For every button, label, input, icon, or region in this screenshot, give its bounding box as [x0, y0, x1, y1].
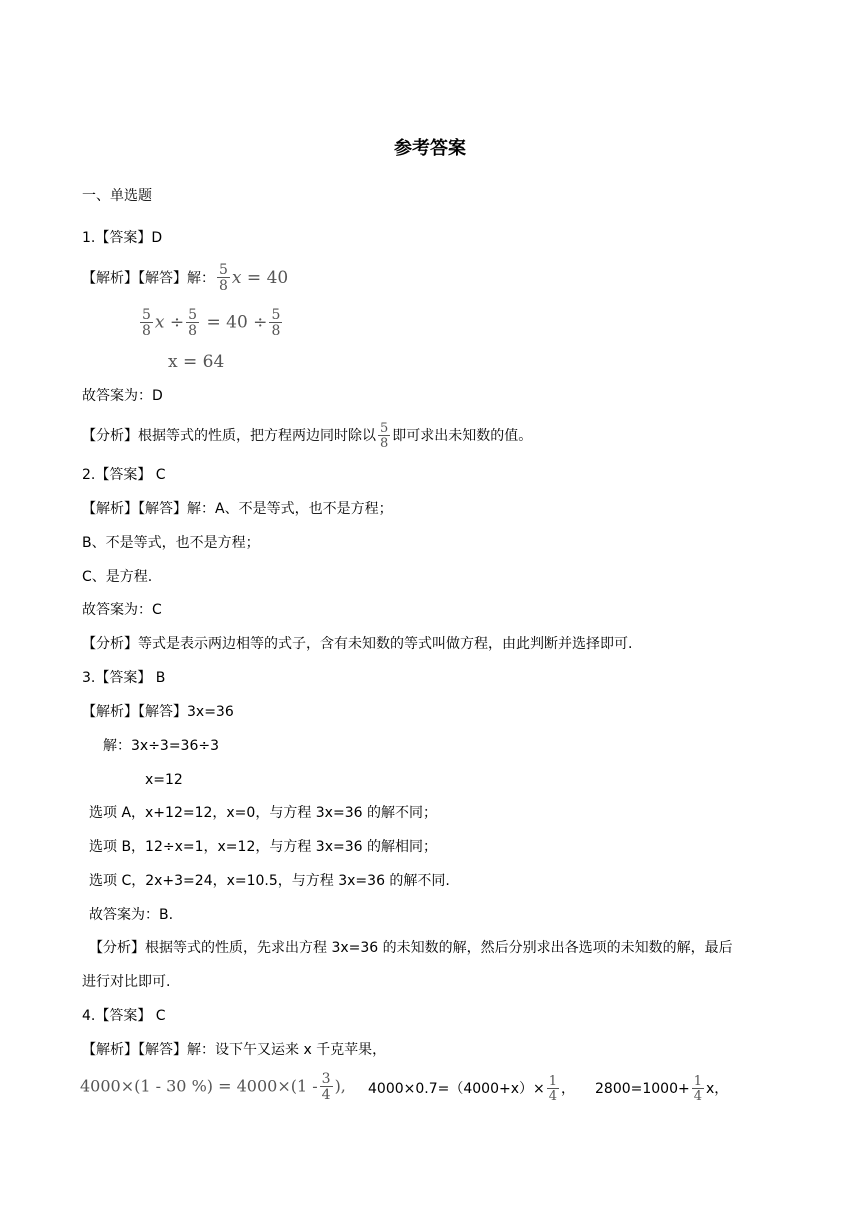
q2-line3: C、是方程.	[82, 569, 153, 585]
q2-note: 【分析】等式是表示两边相等的式子，含有未知数的等式叫做方程，由此判断并选择即可.	[82, 636, 633, 652]
q2-answer: 2.【答案】 C	[82, 467, 166, 483]
q3-line2: 解：3x÷3=36÷3	[103, 738, 220, 754]
fraction: $\frac{3}{4}$	[321, 1071, 331, 1103]
q1-equation3: x = 64	[168, 352, 225, 372]
q1-answer: 1.【答案】D	[82, 230, 163, 246]
fraction: $\frac{5}{8}$	[188, 307, 198, 339]
q1-analysis-prefix: 【解析】【解答】解：	[82, 270, 215, 287]
q1-conclusion: 故答案为：D	[82, 388, 163, 404]
q2-line1: 【解析】【解答】解：A、不是等式，也不是方程；	[82, 501, 393, 517]
q3-note-line2: 进行对比即可.	[82, 974, 171, 990]
q3-line1: 【解析】【解答】3x=36	[82, 704, 234, 720]
page-title: 参考答案	[394, 138, 466, 159]
q3-option-b: 选项 B，12÷x=1，x=12，与方程 3x=36 的解相同；	[89, 839, 437, 855]
q4-equation3: 2800=1000+ $\frac{1}{4}$ x，	[595, 1074, 729, 1104]
section-heading: 一、单选题	[82, 188, 152, 204]
q4-answer: 4.【答案】 C	[82, 1008, 166, 1024]
fraction: $\frac{5}{8}$	[219, 262, 228, 294]
q1-solution-line1	[82, 263, 288, 293]
fraction: $\frac{5}{8}$	[380, 421, 389, 451]
q3-note-line1: 【分析】根据等式的性质，先求出方程 3x=36 的未知数的解，然后分别求出各选项的未知数的解，最后	[89, 940, 733, 956]
fraction: $\frac{5}{8}$	[142, 307, 151, 339]
q1-equation2: $\frac{5}{8}$ x ÷ $\frac{5}{8}$ = 40 ÷ $\frac{5}{8}$	[142, 307, 281, 339]
q3-option-c: 选项 C，2x+3=24，x=10.5，与方程 3x=36 的解不同.	[89, 873, 450, 889]
q3-answer: 3.【答案】 B	[82, 670, 166, 686]
fraction: $\frac{1}{4}$	[693, 1074, 702, 1104]
q3-conclusion: 故答案为：B.	[89, 907, 174, 923]
q3-option-a: 选项 A，x+12=12，x=0，与方程 3x=36 的解不同；	[89, 805, 437, 821]
q1-note: 【分析】根据等式的性质，把方程两边同时除以 $\frac{5}{8}$ 即可求出未知数的值。	[82, 421, 533, 451]
fraction: $\frac{1}{4}$	[548, 1074, 558, 1104]
q4-line1: 【解析】【解答】解：设下午又运来 x 千克苹果，	[82, 1042, 387, 1058]
q1-equation1: $\frac{5}{8}$ x = 40	[219, 262, 289, 294]
q4-equation2: 4000×0.7=（4000+x）× $\frac{1}{4}$ ，	[368, 1074, 576, 1104]
q2-line2: B、不是等式，也不是方程；	[82, 535, 260, 551]
q4-equation1: 4000×(1 - 30 %) = 4000×(1 - $\frac{3}{4}$ ),	[80, 1071, 346, 1103]
fraction: $\frac{5}{8}$	[271, 307, 281, 339]
q2-conclusion: 故答案为：C	[82, 602, 162, 618]
q3-line3: x=12	[145, 772, 183, 788]
